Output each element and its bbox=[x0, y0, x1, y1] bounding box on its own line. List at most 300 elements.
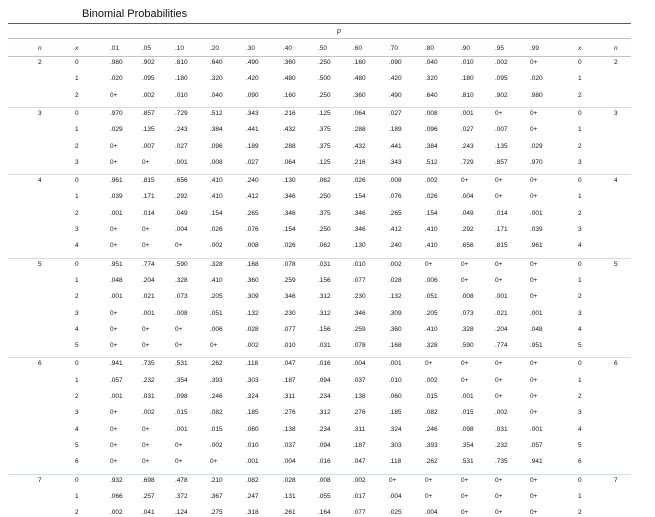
cell-prob: .154 bbox=[425, 209, 438, 217]
cell-prob: .015 bbox=[175, 409, 188, 417]
cell-prob: 0+ bbox=[110, 441, 118, 449]
cell-prob: .367 bbox=[210, 492, 223, 500]
cell-prob: .292 bbox=[461, 226, 474, 233]
cell-prob: .060 bbox=[389, 393, 402, 400]
header-p-12: .99 bbox=[530, 45, 540, 52]
cell-prob: .008 bbox=[389, 177, 402, 185]
cell-prob: .656 bbox=[461, 242, 474, 250]
cell-x-right: 5 bbox=[578, 441, 582, 449]
cell-prob: .164 bbox=[318, 509, 331, 517]
cell-prob: .160 bbox=[283, 91, 296, 99]
header-p-5: .40 bbox=[283, 45, 293, 52]
cell-prob: .961 bbox=[110, 177, 123, 185]
cell-x-right: 0 bbox=[578, 360, 582, 368]
cell-prob: .232 bbox=[495, 441, 508, 449]
header-n: n bbox=[38, 45, 42, 52]
p-axis-label: p bbox=[337, 28, 341, 35]
cell-prob: .040 bbox=[210, 91, 223, 99]
cell-prob: .375 bbox=[318, 126, 331, 134]
cell-prob: .980 bbox=[530, 91, 543, 99]
cell-x-right: 0 bbox=[578, 476, 582, 484]
cell-prob: .375 bbox=[318, 142, 331, 150]
cell-prob: .048 bbox=[110, 276, 123, 284]
cell-prob: .320 bbox=[210, 75, 223, 83]
cell-x: 1 bbox=[75, 75, 79, 83]
cell-prob: .027 bbox=[461, 126, 474, 134]
cell-prob: .008 bbox=[425, 109, 438, 117]
cell-prob: .246 bbox=[210, 393, 223, 400]
cell-prob: .354 bbox=[175, 376, 188, 384]
cell-prob: .073 bbox=[461, 309, 474, 317]
cell-prob: .007 bbox=[142, 142, 155, 150]
cell-prob: 0+ bbox=[530, 126, 538, 134]
cell-prob: .590 bbox=[461, 342, 474, 350]
cell-prob: .171 bbox=[495, 226, 508, 233]
cell-x-right: 2 bbox=[578, 209, 582, 217]
cell-x: 4 bbox=[75, 242, 79, 250]
cell-prob: .168 bbox=[246, 260, 259, 268]
cell-prob: .810 bbox=[175, 59, 188, 66]
cell-prob: .049 bbox=[461, 209, 474, 217]
cell-x: 1 bbox=[75, 126, 79, 134]
cell-x-right: 0 bbox=[578, 260, 582, 268]
cell-prob: .002 bbox=[353, 476, 366, 484]
cell-prob: .010 bbox=[175, 91, 188, 99]
cell-x: 0 bbox=[75, 109, 79, 117]
cell-x: 2 bbox=[75, 509, 79, 517]
cell-prob: 0+ bbox=[495, 109, 503, 117]
cell-prob: .262 bbox=[425, 458, 438, 466]
cell-prob: 0+ bbox=[530, 260, 538, 268]
cell-prob: .154 bbox=[283, 226, 296, 233]
cell-prob: .010 bbox=[389, 376, 402, 384]
cell-prob: .189 bbox=[389, 126, 402, 134]
cell-x-right: 1 bbox=[578, 193, 582, 201]
cell-prob: .048 bbox=[530, 325, 543, 333]
cell-prob: .028 bbox=[283, 476, 296, 484]
cell-prob: .008 bbox=[246, 242, 259, 250]
cell-prob: .154 bbox=[210, 209, 223, 217]
cell-prob: .025 bbox=[389, 509, 402, 517]
cell-prob: .187 bbox=[353, 441, 366, 449]
cell-prob: .001 bbox=[110, 209, 123, 217]
cell-prob: .970 bbox=[530, 158, 543, 166]
cell-n: 7 bbox=[38, 476, 42, 484]
cell-prob: .275 bbox=[210, 509, 223, 517]
cell-prob: .240 bbox=[246, 177, 259, 185]
cell-x-right: 2 bbox=[578, 393, 582, 400]
cell-prob: .246 bbox=[425, 425, 438, 433]
cell-prob: .047 bbox=[353, 458, 366, 466]
cell-prob: .016 bbox=[318, 458, 331, 466]
cell-prob: .051 bbox=[210, 309, 223, 317]
cell-prob: .006 bbox=[425, 276, 438, 284]
cell-prob: .031 bbox=[318, 342, 331, 350]
cell-x: 0 bbox=[75, 360, 79, 368]
cell-prob: 0+ bbox=[210, 342, 218, 350]
cell-prob: .640 bbox=[210, 59, 223, 66]
cell-prob: 0+ bbox=[530, 276, 538, 284]
cell-prob: .008 bbox=[318, 476, 331, 484]
cell-prob: .171 bbox=[142, 193, 155, 201]
cell-prob: .001 bbox=[530, 425, 543, 433]
cell-prob: 0+ bbox=[461, 260, 469, 268]
cell-prob: .735 bbox=[142, 360, 155, 368]
cell-prob: 0+ bbox=[110, 309, 118, 317]
cell-prob: .346 bbox=[353, 226, 366, 233]
cell-prob: .062 bbox=[318, 177, 331, 185]
cell-prob: 0+ bbox=[495, 476, 503, 484]
cell-prob: .008 bbox=[210, 158, 223, 166]
cell-prob: .490 bbox=[246, 59, 259, 66]
cell-prob: .393 bbox=[425, 441, 438, 449]
cell-x: 4 bbox=[75, 425, 79, 433]
cell-x-right: 0 bbox=[578, 109, 582, 117]
cell-prob: .156 bbox=[318, 325, 331, 333]
cell-prob: .132 bbox=[246, 309, 259, 317]
cell-prob: .015 bbox=[425, 393, 438, 400]
cell-prob: 0+ bbox=[110, 425, 118, 433]
cell-prob: 0+ bbox=[530, 492, 538, 500]
cell-prob: .007 bbox=[495, 126, 508, 134]
cell-prob: .002 bbox=[495, 409, 508, 417]
cell-prob: .970 bbox=[110, 109, 123, 117]
cell-prob: .130 bbox=[283, 177, 296, 185]
header-p-2: .10 bbox=[175, 45, 185, 52]
page-title: Binomial Probabilities bbox=[82, 8, 188, 20]
cell-prob: .432 bbox=[353, 142, 366, 150]
cell-prob: 0+ bbox=[495, 193, 503, 201]
cell-prob: .001 bbox=[175, 158, 188, 166]
cell-prob: .031 bbox=[318, 260, 331, 268]
cell-prob: .360 bbox=[389, 325, 402, 333]
cell-prob: .512 bbox=[425, 158, 438, 166]
cell-prob: 0+ bbox=[495, 509, 503, 517]
cell-prob: 0+ bbox=[425, 492, 433, 500]
cell-prob: .320 bbox=[425, 75, 438, 83]
cell-prob: .774 bbox=[142, 260, 155, 268]
header-x-right: x bbox=[578, 45, 582, 52]
cell-prob: .311 bbox=[353, 425, 366, 433]
cell-prob: .001 bbox=[461, 393, 474, 400]
cell-prob: .318 bbox=[246, 509, 259, 517]
cell-prob: .015 bbox=[461, 409, 474, 417]
cell-prob: .125 bbox=[318, 158, 331, 166]
cell-x-right: 4 bbox=[578, 325, 582, 333]
cell-x-right: 4 bbox=[578, 425, 582, 433]
cell-prob: .180 bbox=[175, 75, 188, 83]
cell-prob: .441 bbox=[389, 142, 402, 150]
cell-prob: .328 bbox=[175, 276, 188, 284]
cell-prob: .250 bbox=[318, 91, 331, 99]
cell-n: 4 bbox=[38, 177, 42, 185]
cell-prob: .096 bbox=[210, 142, 223, 150]
cell-prob: .216 bbox=[283, 109, 296, 117]
cell-prob: 0+ bbox=[530, 293, 538, 301]
cell-prob: .124 bbox=[175, 509, 188, 517]
cell-prob: .478 bbox=[175, 476, 188, 484]
cell-prob: .490 bbox=[389, 91, 402, 99]
cell-prob: .230 bbox=[283, 309, 296, 317]
cell-prob: .360 bbox=[246, 276, 259, 284]
group-divider bbox=[8, 258, 631, 259]
cell-prob: .261 bbox=[283, 509, 296, 517]
cell-prob: .135 bbox=[495, 142, 508, 150]
cell-prob: .027 bbox=[175, 142, 188, 150]
cell-prob: .026 bbox=[353, 177, 366, 185]
cell-x-right: 1 bbox=[578, 376, 582, 384]
cell-x-right: 4 bbox=[578, 242, 582, 250]
cell-prob: 0+ bbox=[530, 59, 538, 66]
cell-x-right: 2 bbox=[578, 293, 582, 301]
cell-prob: .328 bbox=[210, 260, 223, 268]
cell-n-right: 7 bbox=[614, 476, 618, 484]
cell-prob: 0+ bbox=[461, 509, 469, 517]
cell-prob: .410 bbox=[210, 276, 223, 284]
cell-prob: .288 bbox=[353, 126, 366, 134]
cell-prob: .309 bbox=[389, 309, 402, 317]
cell-prob: .259 bbox=[353, 325, 366, 333]
cell-prob: .004 bbox=[283, 458, 296, 466]
cell-prob: 0+ bbox=[175, 242, 183, 250]
cell-prob: .354 bbox=[461, 441, 474, 449]
cell-prob: .303 bbox=[246, 376, 259, 384]
cell-prob: .047 bbox=[283, 360, 296, 368]
cell-prob: .384 bbox=[210, 126, 223, 134]
cell-prob: 0+ bbox=[495, 360, 503, 368]
cell-prob: .001 bbox=[142, 309, 155, 317]
cell-prob: .393 bbox=[210, 376, 223, 384]
cell-prob: .098 bbox=[461, 425, 474, 433]
cell-prob: .346 bbox=[353, 309, 366, 317]
cell-prob: .094 bbox=[318, 376, 331, 384]
cell-prob: .160 bbox=[353, 59, 366, 66]
cell-prob: .002 bbox=[495, 59, 508, 66]
cell-x-right: 1 bbox=[578, 276, 582, 284]
cell-prob: 0+ bbox=[461, 476, 469, 484]
cell-prob: .857 bbox=[495, 158, 508, 166]
cell-prob: 0+ bbox=[425, 476, 433, 484]
cell-prob: .090 bbox=[389, 59, 402, 66]
cell-prob: .640 bbox=[425, 91, 438, 99]
header-p-3: .20 bbox=[210, 45, 220, 52]
cell-prob: .098 bbox=[175, 393, 188, 400]
cell-prob: .037 bbox=[283, 441, 296, 449]
header-p-10: .90 bbox=[461, 45, 471, 52]
cell-prob: .002 bbox=[389, 260, 402, 268]
cell-prob: .531 bbox=[461, 458, 474, 466]
cell-prob: .309 bbox=[246, 293, 259, 301]
cell-prob: 0+ bbox=[530, 476, 538, 484]
cell-prob: .412 bbox=[389, 226, 402, 233]
cell-prob: .002 bbox=[142, 409, 155, 417]
cell-prob: .001 bbox=[530, 309, 543, 317]
cell-prob: .082 bbox=[246, 476, 259, 484]
cell-prob: .078 bbox=[353, 342, 366, 350]
cell-prob: .346 bbox=[283, 293, 296, 301]
cell-prob: 0+ bbox=[389, 476, 397, 484]
cell-x: 0 bbox=[75, 260, 79, 268]
cell-prob: 0+ bbox=[142, 458, 150, 466]
cell-prob: .076 bbox=[246, 226, 259, 233]
cell-prob: .205 bbox=[210, 293, 223, 301]
cell-prob: 0+ bbox=[495, 492, 503, 500]
cell-prob: .480 bbox=[353, 75, 366, 83]
header-p-9: .80 bbox=[425, 45, 435, 52]
cell-prob: .057 bbox=[110, 376, 123, 384]
cell-prob: .257 bbox=[142, 492, 155, 500]
cell-prob: 0+ bbox=[530, 409, 538, 417]
cell-prob: .312 bbox=[318, 409, 331, 417]
cell-prob: .232 bbox=[142, 376, 155, 384]
cell-x-right: 0 bbox=[578, 177, 582, 185]
cell-prob: 0+ bbox=[142, 342, 150, 350]
cell-prob: .057 bbox=[530, 441, 543, 449]
cell-prob: .312 bbox=[318, 309, 331, 317]
cell-prob: .187 bbox=[283, 376, 296, 384]
cell-prob: .014 bbox=[142, 209, 155, 217]
cell-prob: .020 bbox=[110, 75, 123, 83]
cell-prob: .531 bbox=[175, 360, 188, 368]
cell-prob: 0+ bbox=[142, 425, 150, 433]
cell-prob: .090 bbox=[246, 91, 259, 99]
cell-x: 1 bbox=[75, 276, 79, 284]
cell-prob: .004 bbox=[175, 226, 188, 233]
cell-prob: .026 bbox=[425, 193, 438, 201]
cell-prob: .073 bbox=[175, 293, 188, 301]
cell-prob: .095 bbox=[495, 75, 508, 83]
cell-x: 3 bbox=[75, 158, 79, 166]
cell-prob: .027 bbox=[389, 109, 402, 117]
cell-prob: 0+ bbox=[110, 458, 118, 466]
cell-prob: .004 bbox=[389, 492, 402, 500]
cell-prob: .001 bbox=[175, 425, 188, 433]
cell-prob: 0+ bbox=[142, 441, 150, 449]
cell-x: 4 bbox=[75, 325, 79, 333]
cell-x-right: 0 bbox=[578, 59, 582, 66]
group-divider bbox=[8, 107, 631, 108]
cell-prob: .066 bbox=[110, 492, 123, 500]
cell-prob: .077 bbox=[353, 276, 366, 284]
cell-prob: .064 bbox=[283, 158, 296, 166]
cell-prob: .039 bbox=[110, 193, 123, 201]
cell-prob: .234 bbox=[318, 393, 331, 400]
cell-prob: .138 bbox=[283, 425, 296, 433]
cell-prob: .002 bbox=[246, 342, 259, 350]
cell-prob: .118 bbox=[246, 360, 259, 368]
cell-prob: 0+ bbox=[530, 376, 538, 384]
cell-prob: .480 bbox=[283, 75, 296, 83]
cell-prob: .951 bbox=[110, 260, 123, 268]
cell-prob: .311 bbox=[283, 393, 296, 400]
cell-prob: 0+ bbox=[495, 260, 503, 268]
cell-prob: .656 bbox=[175, 177, 188, 185]
cell-prob: .051 bbox=[425, 293, 438, 301]
cell-prob: 0+ bbox=[142, 226, 150, 233]
cell-prob: .131 bbox=[283, 492, 296, 500]
cell-prob: .001 bbox=[110, 393, 123, 400]
cell-prob: .420 bbox=[389, 75, 402, 83]
cell-prob: .328 bbox=[461, 325, 474, 333]
cell-prob: .243 bbox=[461, 142, 474, 150]
cell-prob: .941 bbox=[530, 458, 543, 466]
cell-prob: .014 bbox=[495, 209, 508, 217]
cell-prob: .001 bbox=[389, 360, 402, 368]
cell-prob: .138 bbox=[353, 393, 366, 400]
cell-prob: .130 bbox=[353, 242, 366, 250]
cell-prob: 0+ bbox=[461, 177, 469, 185]
cell-prob: 0+ bbox=[110, 242, 118, 250]
cell-prob: .015 bbox=[210, 425, 223, 433]
cell-prob: .040 bbox=[425, 59, 438, 66]
cell-x: 0 bbox=[75, 476, 79, 484]
cell-prob: .185 bbox=[246, 409, 259, 417]
cell-prob: .037 bbox=[353, 376, 366, 384]
cell-prob: .168 bbox=[389, 342, 402, 350]
header-p-4: .30 bbox=[246, 45, 256, 52]
cell-prob: .026 bbox=[283, 242, 296, 250]
cell-x-right: 5 bbox=[578, 342, 582, 350]
cell-prob: .028 bbox=[389, 276, 402, 284]
cell-prob: .216 bbox=[353, 158, 366, 166]
cell-prob: .154 bbox=[353, 193, 366, 201]
cell-prob: .082 bbox=[210, 409, 223, 417]
cell-x: 2 bbox=[75, 393, 79, 400]
cell-prob: .204 bbox=[142, 276, 155, 284]
cell-n-right: 3 bbox=[614, 109, 618, 117]
cell-prob: .095 bbox=[142, 75, 155, 83]
cell-prob: .372 bbox=[175, 492, 188, 500]
cell-prob: .210 bbox=[210, 476, 223, 484]
cell-prob: 0+ bbox=[461, 360, 469, 368]
cell-prob: .185 bbox=[389, 409, 402, 417]
cell-prob: .941 bbox=[110, 360, 123, 368]
cell-prob: .303 bbox=[389, 441, 402, 449]
cell-prob: .410 bbox=[425, 325, 438, 333]
cell-prob: 0+ bbox=[425, 260, 433, 268]
cell-prob: .062 bbox=[318, 242, 331, 250]
cell-prob: .412 bbox=[246, 193, 259, 201]
cell-prob: .055 bbox=[318, 492, 331, 500]
cell-x-right: 2 bbox=[578, 509, 582, 517]
cell-prob: .857 bbox=[142, 109, 155, 117]
cell-prob: .010 bbox=[246, 441, 259, 449]
cell-prob: .125 bbox=[318, 109, 331, 117]
cell-prob: .004 bbox=[353, 360, 366, 368]
cell-prob: .441 bbox=[246, 126, 259, 134]
cell-x-right: 3 bbox=[578, 226, 582, 233]
cell-x: 1 bbox=[75, 193, 79, 201]
group-divider bbox=[8, 174, 631, 175]
cell-x-right: 1 bbox=[578, 492, 582, 500]
cell-prob: .410 bbox=[425, 242, 438, 250]
cell-prob: .002 bbox=[110, 509, 123, 517]
cell-prob: 0+ bbox=[495, 177, 503, 185]
header-p-8: .70 bbox=[389, 45, 399, 52]
cell-prob: .375 bbox=[318, 209, 331, 217]
cell-prob: .002 bbox=[425, 177, 438, 185]
cell-prob: .002 bbox=[210, 242, 223, 250]
cell-prob: .815 bbox=[142, 177, 155, 185]
cell-prob: .512 bbox=[210, 109, 223, 117]
cell-x: 1 bbox=[75, 376, 79, 384]
cell-x: 5 bbox=[75, 441, 79, 449]
cell-prob: .312 bbox=[318, 293, 331, 301]
cell-prob: .230 bbox=[353, 293, 366, 301]
cell-prob: .346 bbox=[283, 209, 296, 217]
cell-n-right: 2 bbox=[614, 59, 618, 66]
cell-prob: 0+ bbox=[530, 393, 538, 400]
